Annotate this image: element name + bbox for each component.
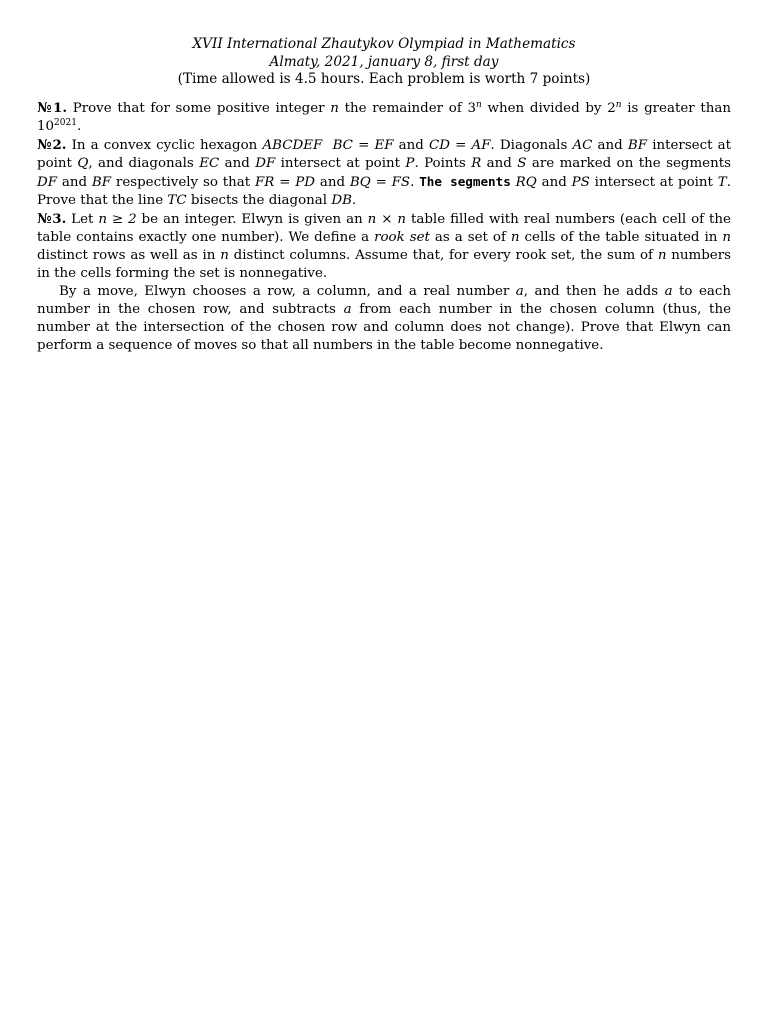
math-exponent: n xyxy=(476,99,482,110)
problem-text: be an integer. Elwyn is given an xyxy=(136,211,368,227)
math-expr: BF xyxy=(91,174,112,190)
problem-text: . xyxy=(410,174,420,190)
problem-text: respectively so that xyxy=(111,174,255,190)
problem-number: №1. xyxy=(37,99,67,116)
problem-text: . Diagonals xyxy=(490,137,573,153)
math-expr: Q xyxy=(77,155,89,171)
math-var: n xyxy=(330,100,339,116)
problem-text: . Prove that the line xyxy=(37,174,731,208)
problem-text: table filled with real numbers (each cell of the table contains exactly one number). We define a xyxy=(37,211,731,245)
math-expr: DF xyxy=(37,174,58,190)
problem-text: and xyxy=(57,174,92,190)
problem-text: . xyxy=(351,192,357,208)
math-expr: n × n xyxy=(367,211,407,227)
problem-text: is greater than 10 xyxy=(37,100,731,134)
math-expr: RQ xyxy=(515,174,537,190)
problem-3 xyxy=(37,210,731,283)
math-expr: BC = EF xyxy=(332,137,394,153)
problem-text: , and then he adds xyxy=(523,283,665,299)
problem-text: . xyxy=(76,118,82,134)
problem-text: numbers in the cells forming the set is nonnegative. xyxy=(37,247,731,281)
math-var: a xyxy=(515,283,524,299)
problem-text: from each number in the chosen column (thus, the number at the intersection of the chosen row and column does not change). Prove that Elwyn can perform a sequence of moves so that all numbers in the table become nonnegative. xyxy=(37,301,731,353)
math-exponent: n xyxy=(615,99,622,110)
problem-text: to each number in the chosen row, and subtracts xyxy=(37,283,731,317)
math-var: n xyxy=(722,229,731,245)
problem-list xyxy=(37,99,731,355)
problem-3-paragraph-2 xyxy=(37,283,731,355)
math-expr: P xyxy=(405,155,415,171)
problem-text: cells of the table situated in xyxy=(519,229,723,245)
math-var: n xyxy=(657,247,667,263)
problem-text: bisects the diagonal xyxy=(186,192,332,208)
math-expr: CD = AF xyxy=(429,137,491,153)
problem-text: the remainder of 3 xyxy=(338,100,477,116)
problem-text: , and diagonals xyxy=(88,155,200,171)
problem-text: . Points xyxy=(414,155,472,171)
math-var: a xyxy=(343,301,352,317)
problem-text: and xyxy=(536,174,572,190)
bold-phrase: The segments xyxy=(419,173,511,189)
math-expr: n ≥ 2 xyxy=(98,211,137,227)
math-expr: BQ = FS xyxy=(349,174,411,190)
math-var: a xyxy=(664,283,673,299)
problem-text: In a convex cyclic hexagon xyxy=(66,137,263,153)
problem-number: №3. xyxy=(37,210,67,227)
problem-2 xyxy=(37,136,731,210)
math-expr: DB xyxy=(331,192,352,208)
math-expr: AC xyxy=(572,137,593,153)
document-header xyxy=(37,36,731,89)
problem-text: distinct rows as well as in xyxy=(37,247,221,263)
olympiad-date: Almaty, 2021, january 8, first day xyxy=(269,53,499,70)
problem-text: as a set of xyxy=(429,229,511,245)
problem-number: №2. xyxy=(37,136,67,153)
math-expr: R xyxy=(471,155,482,171)
problem-text: intersect at point xyxy=(37,137,732,171)
problem-text: intersect at point xyxy=(589,174,718,190)
math-expr: PS xyxy=(571,174,590,190)
defined-term: rook set xyxy=(374,229,430,245)
problem-text: and xyxy=(219,155,256,171)
problem-text: Prove that for some positive integer xyxy=(66,100,331,116)
math-expr: T xyxy=(717,174,727,190)
math-var: n xyxy=(510,229,520,245)
problem-text: intersect at point xyxy=(275,155,406,171)
time-note: (Time allowed is 4.5 hours. Each problem is worth 7 points) xyxy=(177,71,591,88)
problem-text: and xyxy=(315,174,350,190)
math-expr: BF xyxy=(627,137,648,153)
math-expr: EC xyxy=(199,155,220,171)
problem-1 xyxy=(37,99,731,136)
olympiad-title: XVII International Zhautykov Olympiad in Mathematics xyxy=(192,36,576,52)
math-expr: TC xyxy=(167,192,187,208)
problem-text: and xyxy=(393,137,430,153)
problem-text: distinct columns. Assume that, for every rook set, the sum of xyxy=(228,247,658,263)
math-var: n xyxy=(220,247,229,263)
problem-text: and xyxy=(481,155,518,171)
math-expr: DF xyxy=(255,155,276,171)
problem-text: Let xyxy=(66,211,99,227)
document-page xyxy=(37,36,731,355)
math-exponent: 2021 xyxy=(54,117,77,128)
math-expr: FR = PD xyxy=(254,174,316,190)
math-expr: S xyxy=(517,155,527,171)
problem-text: are marked on the segments xyxy=(526,155,731,171)
problem-text: and xyxy=(592,137,628,153)
problem-text: By a move, Elwyn chooses a row, a column, and a real number xyxy=(59,283,516,299)
problem-text: when divided by 2 xyxy=(481,100,616,116)
math-expr: ABCDEF xyxy=(262,137,323,153)
